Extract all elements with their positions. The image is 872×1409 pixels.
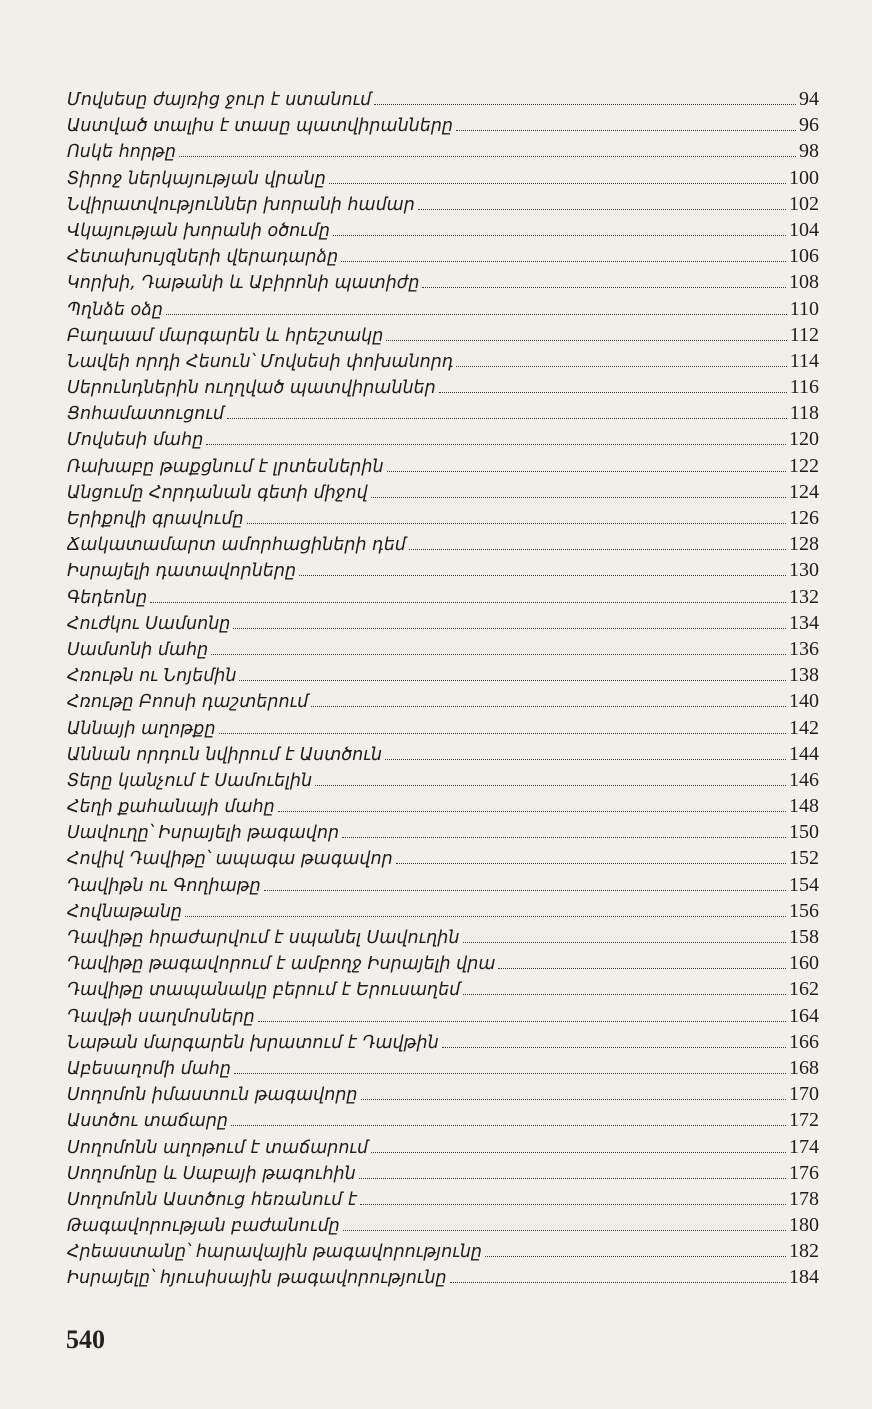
toc-entry bbox=[67, 715, 819, 741]
toc-entry bbox=[67, 348, 819, 374]
toc-entry-page-number: 176 bbox=[789, 1161, 819, 1184]
toc-entry-page-number: 156 bbox=[789, 899, 819, 922]
dot-leader bbox=[418, 209, 786, 210]
toc-entry-title: Աբեսաղոմի մահը bbox=[67, 1058, 231, 1079]
toc-entry bbox=[67, 872, 819, 898]
toc-entry-page-number: 126 bbox=[789, 507, 819, 529]
toc-entry bbox=[67, 793, 819, 819]
toc-entry-title: Նաթան մարգարեն խրատում է Դավթին bbox=[67, 1032, 439, 1053]
dot-leader bbox=[150, 602, 786, 603]
toc-entry-title: Դավիթը տապանակը բերում է Երուսաղեմ bbox=[67, 980, 461, 1001]
dot-leader bbox=[463, 994, 786, 995]
dot-leader bbox=[343, 1230, 786, 1231]
toc-entry-title: Հրեաստանը՝ հարավային թագավորությունը bbox=[67, 1242, 483, 1263]
dot-leader bbox=[422, 287, 786, 288]
toc-entry-title: Պղնձե օձը bbox=[67, 299, 163, 320]
toc-entry-page-number: 160 bbox=[789, 952, 819, 975]
toc-entry bbox=[67, 845, 819, 871]
toc-entry-page-number: 172 bbox=[789, 1109, 819, 1132]
toc-entry-page-number: 170 bbox=[789, 1083, 819, 1106]
dot-leader bbox=[166, 314, 787, 315]
toc-entry-page-number: 184 bbox=[789, 1266, 819, 1289]
toc-entry-page-number: 122 bbox=[789, 454, 819, 477]
toc-entry-page-number: 130 bbox=[789, 559, 819, 582]
toc-entry-page-number: 142 bbox=[789, 716, 819, 739]
toc-entry-page-number: 102 bbox=[789, 192, 819, 215]
toc-entry bbox=[67, 191, 819, 217]
toc-entry bbox=[67, 950, 819, 976]
toc-entry-page-number: 120 bbox=[789, 428, 819, 451]
toc-entry bbox=[67, 688, 819, 714]
toc-entry bbox=[67, 374, 819, 400]
table-of-contents bbox=[67, 86, 819, 1291]
toc-entry-title: Դավիթն ու Գողիաթը bbox=[67, 875, 261, 896]
dot-leader bbox=[387, 471, 786, 472]
dot-leader bbox=[315, 785, 786, 786]
toc-entry-page-number: 146 bbox=[789, 768, 819, 791]
dot-leader bbox=[329, 183, 786, 184]
dot-leader bbox=[371, 497, 786, 498]
toc-entry-page-number: 118 bbox=[789, 402, 819, 425]
toc-entry-page-number: 94 bbox=[799, 88, 819, 110]
toc-entry-title: Մովսեսի մահը bbox=[67, 430, 204, 451]
dot-leader bbox=[456, 130, 796, 131]
toc-entry-page-number: 178 bbox=[789, 1187, 819, 1210]
toc-entry-title: Աննան որդուն նվիրում է Աստծուն bbox=[67, 744, 382, 765]
toc-entry-title: Հովնաթանը bbox=[67, 901, 182, 922]
toc-entry-page-number: 154 bbox=[789, 873, 819, 896]
toc-entry-page-number: 174 bbox=[789, 1135, 819, 1158]
toc-entry bbox=[67, 138, 819, 164]
toc-entry-title: Աստծու տաճարը bbox=[67, 1111, 229, 1132]
toc-entry bbox=[67, 584, 819, 610]
toc-entry-title: Դավթի սաղմոսները bbox=[67, 1006, 255, 1027]
toc-entry-title: Վկայության խորանի օծումը bbox=[67, 220, 330, 241]
dot-leader bbox=[439, 392, 787, 393]
toc-entry bbox=[67, 1029, 819, 1055]
toc-entry-title: Նվիրատվություններ խորանի համար bbox=[67, 194, 415, 215]
toc-entry bbox=[67, 1055, 819, 1081]
toc-entry-title: Բաղաամ մարգարեն և հրեշտակը bbox=[67, 325, 384, 346]
dot-leader bbox=[485, 1256, 786, 1257]
toc-entry-page-number: 136 bbox=[789, 637, 819, 660]
dot-leader bbox=[311, 706, 786, 707]
dot-leader bbox=[498, 968, 786, 969]
dot-leader bbox=[233, 628, 786, 629]
dot-leader bbox=[456, 366, 786, 367]
toc-entry-page-number: 158 bbox=[789, 926, 819, 948]
dot-leader bbox=[409, 549, 786, 550]
toc-entry-page-number: 148 bbox=[789, 795, 819, 818]
toc-entry-page-number: 140 bbox=[789, 690, 819, 713]
dot-leader bbox=[231, 1125, 786, 1126]
toc-entry-title: Սողոմոնն Աստծուց հեռանում է bbox=[67, 1189, 357, 1210]
toc-entry bbox=[67, 86, 819, 112]
toc-entry bbox=[67, 243, 819, 269]
dot-leader bbox=[219, 733, 786, 734]
toc-entry bbox=[67, 662, 819, 688]
toc-entry bbox=[67, 531, 819, 557]
toc-entry-title: Տիրոջ ներկայության վրանը bbox=[67, 168, 326, 189]
toc-entry-page-number: 104 bbox=[789, 218, 819, 241]
dot-leader bbox=[264, 890, 786, 891]
toc-entry-page-number: 134 bbox=[789, 611, 819, 634]
toc-entry-page-number: 132 bbox=[789, 585, 819, 608]
toc-entry-page-number: 116 bbox=[789, 376, 819, 399]
toc-entry bbox=[67, 741, 819, 767]
toc-entry-page-number: 168 bbox=[789, 1056, 819, 1079]
toc-entry bbox=[67, 165, 819, 191]
toc-entry bbox=[67, 112, 819, 138]
toc-entry-title: Հռութն ու Նոյեմին bbox=[67, 666, 237, 687]
toc-entry bbox=[67, 269, 819, 295]
toc-entry-title: Գեդեոնը bbox=[67, 587, 148, 608]
toc-entry bbox=[67, 426, 819, 452]
toc-entry-title: Սավուղը՝ Իսրայելի թագավոր bbox=[67, 823, 340, 844]
toc-entry bbox=[67, 1081, 819, 1107]
toc-entry-page-number: 112 bbox=[789, 323, 819, 346]
toc-entry bbox=[67, 453, 819, 479]
toc-entry bbox=[67, 505, 819, 531]
toc-entry-title: Դավիթը հրաժարվում է սպանել Սավուղին bbox=[67, 928, 460, 948]
toc-entry-page-number: 182 bbox=[789, 1240, 819, 1263]
toc-entry bbox=[67, 322, 819, 348]
toc-entry-title: Թագավորության բաժանումը bbox=[67, 1216, 340, 1237]
toc-entry-page-number: 150 bbox=[789, 821, 819, 844]
toc-entry-page-number: 180 bbox=[789, 1214, 819, 1237]
toc-entry-title: Սամսոնի մահը bbox=[67, 639, 209, 660]
toc-entry-page-number: 144 bbox=[789, 742, 819, 765]
toc-entry-title: Հուժկու Սամսոնը bbox=[67, 613, 231, 634]
toc-entry bbox=[67, 1238, 819, 1264]
toc-entry-title: Մովսեսը ժայռից ջուր է ստանում bbox=[67, 90, 372, 110]
toc-entry bbox=[67, 217, 819, 243]
toc-entry-title: Սերունդներին ուղղված պատվիրաններ bbox=[67, 378, 436, 399]
toc-entry bbox=[67, 1160, 819, 1186]
dot-leader bbox=[371, 1152, 786, 1153]
toc-entry-title: Իսրայելը՝ հյուսիսային թագավորությունը bbox=[67, 1268, 447, 1289]
dot-leader bbox=[247, 523, 786, 524]
dot-leader bbox=[278, 811, 786, 812]
dot-leader bbox=[234, 1073, 786, 1074]
dot-leader bbox=[211, 654, 786, 655]
toc-entry-page-number: 128 bbox=[789, 533, 819, 556]
toc-entry-page-number: 138 bbox=[789, 664, 819, 687]
dot-leader bbox=[227, 418, 787, 419]
toc-entry-page-number: 98 bbox=[799, 140, 819, 163]
toc-entry-page-number: 110 bbox=[789, 297, 819, 320]
dot-leader bbox=[333, 235, 786, 236]
toc-entry-title: Դավիթը թագավորում է ամբողջ Իսրայելի վրա bbox=[67, 954, 496, 975]
toc-entry-page-number: 164 bbox=[789, 1004, 819, 1027]
toc-entry bbox=[67, 1003, 819, 1029]
toc-entry bbox=[67, 1264, 819, 1290]
toc-entry-title: Սողոմոն իմաստուն թագավորը bbox=[67, 1085, 358, 1106]
toc-entry-title: Հովիվ Դավիթը՝ ապագա թագավոր bbox=[67, 849, 393, 870]
toc-entry-title: Ռախաբը թաքցնում է լրտեսներին bbox=[67, 456, 384, 477]
toc-entry bbox=[67, 924, 819, 950]
dot-leader bbox=[374, 104, 796, 105]
dot-leader bbox=[396, 863, 786, 864]
toc-entry bbox=[67, 479, 819, 505]
toc-entry-page-number: 100 bbox=[789, 166, 819, 189]
toc-entry bbox=[67, 976, 819, 1002]
toc-entry-title: Ցոհամատուցում bbox=[67, 404, 225, 425]
toc-entry-title: Սողոմոնը և Սաբայի թագուհին bbox=[67, 1163, 356, 1184]
toc-entry-title: Անցումը Հորդանան գետի միջով bbox=[67, 482, 368, 503]
toc-entry bbox=[67, 1134, 819, 1160]
toc-entry bbox=[67, 400, 819, 426]
toc-entry-title: Սողոմոնն աղոթում է տաճարում bbox=[67, 1137, 369, 1158]
toc-entry bbox=[67, 898, 819, 924]
dot-leader bbox=[385, 759, 786, 760]
page-number: 540 bbox=[66, 1325, 105, 1354]
toc-entry-title: Աննայի աղոթքը bbox=[67, 718, 216, 739]
toc-entry-page-number: 96 bbox=[799, 114, 819, 137]
toc-entry-title: Իսրայելի դատավորները bbox=[67, 561, 297, 582]
toc-entry-title: Հռութը Բոոսի դաշտերում bbox=[67, 692, 309, 713]
dot-leader bbox=[442, 1047, 786, 1048]
dot-leader bbox=[450, 1282, 786, 1283]
dot-leader bbox=[258, 1021, 786, 1022]
dot-leader bbox=[359, 1178, 786, 1179]
toc-entry-title: Տերը կանչում է Սամուելին bbox=[67, 770, 313, 791]
dot-leader bbox=[185, 916, 786, 917]
toc-entry-title: Աստված տալիս է տասը պատվիրանները bbox=[67, 116, 454, 137]
toc-entry-title: Հեղի քահանայի մահը bbox=[67, 797, 275, 818]
dot-leader bbox=[361, 1099, 786, 1100]
toc-entry-title: Նավեի որդի Հեսուն՝ Մովսեսի փոխանորդ bbox=[67, 351, 454, 372]
dot-leader bbox=[179, 156, 796, 157]
toc-entry-title: Հետախույզների վերադարձը bbox=[67, 247, 339, 268]
dot-leader bbox=[341, 261, 786, 262]
toc-entry-title: Ոսկե հորթը bbox=[67, 142, 176, 163]
dot-leader bbox=[299, 575, 786, 576]
toc-entry bbox=[67, 819, 819, 845]
dot-leader bbox=[463, 942, 787, 943]
toc-entry bbox=[67, 296, 819, 322]
toc-entry bbox=[67, 610, 819, 636]
dot-leader bbox=[342, 837, 786, 838]
toc-entry-title: Երիքովի գրավումը bbox=[67, 509, 244, 529]
toc-entry-title: Կորխի, Դաթանի և Աբիրոնի պատիժը bbox=[67, 273, 420, 294]
toc-entry bbox=[67, 767, 819, 793]
toc-entry bbox=[67, 1212, 819, 1238]
dot-leader bbox=[239, 680, 786, 681]
toc-entry bbox=[67, 1107, 819, 1133]
dot-leader bbox=[386, 340, 786, 341]
dot-leader bbox=[360, 1204, 786, 1205]
toc-entry-page-number: 106 bbox=[789, 245, 819, 268]
toc-entry-page-number: 114 bbox=[789, 349, 819, 372]
toc-entry-title: Ճակատամարտ ամորհացիների դեմ bbox=[67, 535, 406, 556]
dot-leader bbox=[206, 444, 786, 445]
toc-entry-page-number: 124 bbox=[789, 480, 819, 503]
toc-entry-page-number: 162 bbox=[789, 978, 819, 1001]
toc-entry bbox=[67, 636, 819, 662]
toc-entry-page-number: 152 bbox=[789, 847, 819, 870]
toc-entry bbox=[67, 557, 819, 583]
toc-entry-page-number: 108 bbox=[789, 271, 819, 294]
toc-entry bbox=[67, 1186, 819, 1212]
toc-entry-page-number: 166 bbox=[789, 1030, 819, 1053]
